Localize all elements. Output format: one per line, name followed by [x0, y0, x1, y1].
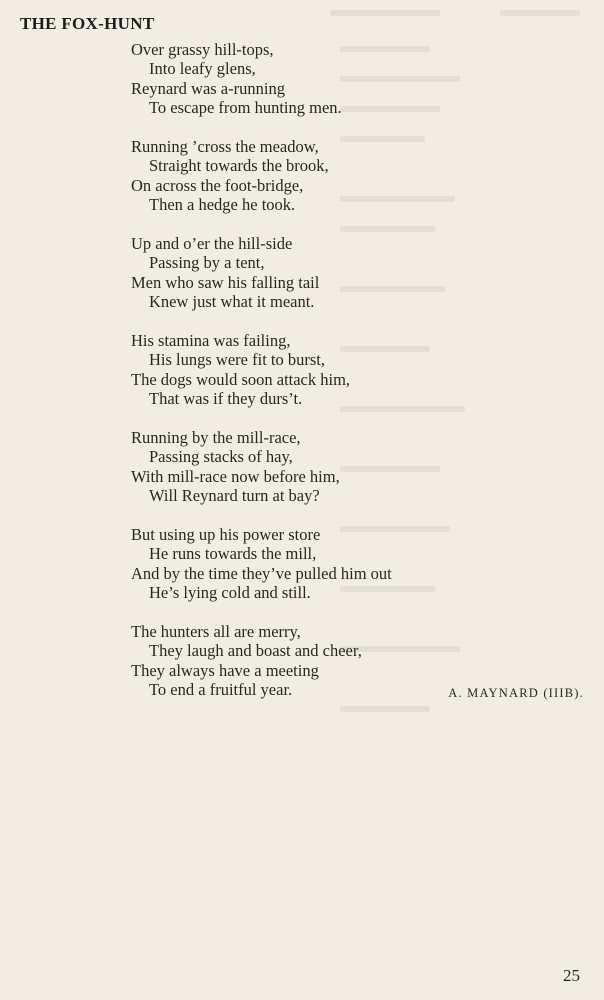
poem-line: Reynard was a-running — [131, 78, 285, 98]
poem-line: His lungs were fit to burst, — [149, 350, 325, 370]
poem-line: He runs towards the mill, — [149, 544, 317, 564]
poem-line: Up and o’er the hill-side — [131, 233, 293, 253]
poem-line: His stamina was failing, — [131, 330, 291, 350]
poem-line: They always have a meeting — [131, 660, 319, 680]
page-title: THE FOX-HUNT — [20, 14, 155, 33]
poem-line: Then a hedge he took. — [149, 195, 296, 215]
poem-line: Knew just what it meant. — [149, 292, 315, 312]
poem-line: Into leafy glens, — [149, 59, 256, 79]
poem-line: With mill-race now before him, — [131, 466, 340, 486]
poem-line: Running ’cross the meadow, — [131, 136, 319, 156]
poem-line: The hunters all are merry, — [131, 621, 301, 641]
poem-line: To escape from hunting men. — [149, 98, 342, 118]
stanza — [131, 428, 551, 506]
poem-line: Straight towards the brook, — [149, 156, 329, 176]
poem-line: Will Reynard turn at bay? — [149, 485, 320, 505]
poem-line: But using up his power store — [131, 524, 321, 544]
poem-line: The dogs would soon attack him, — [131, 369, 351, 389]
poem-line: They laugh and boast and cheer, — [149, 641, 362, 661]
poem-line: On across the foot-bridge, — [131, 175, 304, 195]
poem-line: And by the time they’ve pulled him out — [131, 563, 392, 583]
stanza — [131, 331, 551, 409]
stanza — [131, 137, 551, 215]
author-credit: A. MAYNARD (IIIB). — [448, 686, 584, 700]
stanza — [131, 234, 551, 312]
stanza — [131, 525, 551, 603]
poem-line: Over grassy hill-tops, — [131, 40, 274, 59]
poem-line: Men who saw his falling tail — [131, 272, 320, 292]
poem-body — [131, 40, 551, 719]
poem-line: Running by the mill-race, — [131, 427, 301, 447]
poem-line: Passing by a tent, — [149, 253, 265, 273]
poem-line: He’s lying cold and still. — [149, 582, 311, 602]
page-number: 25 — [563, 966, 580, 985]
poem-line: To end a fruitful year. — [149, 679, 293, 699]
poem-line: Passing stacks of hay, — [149, 447, 293, 467]
stanza — [131, 40, 551, 118]
poem-line: That was if they durs’t. — [149, 389, 303, 409]
